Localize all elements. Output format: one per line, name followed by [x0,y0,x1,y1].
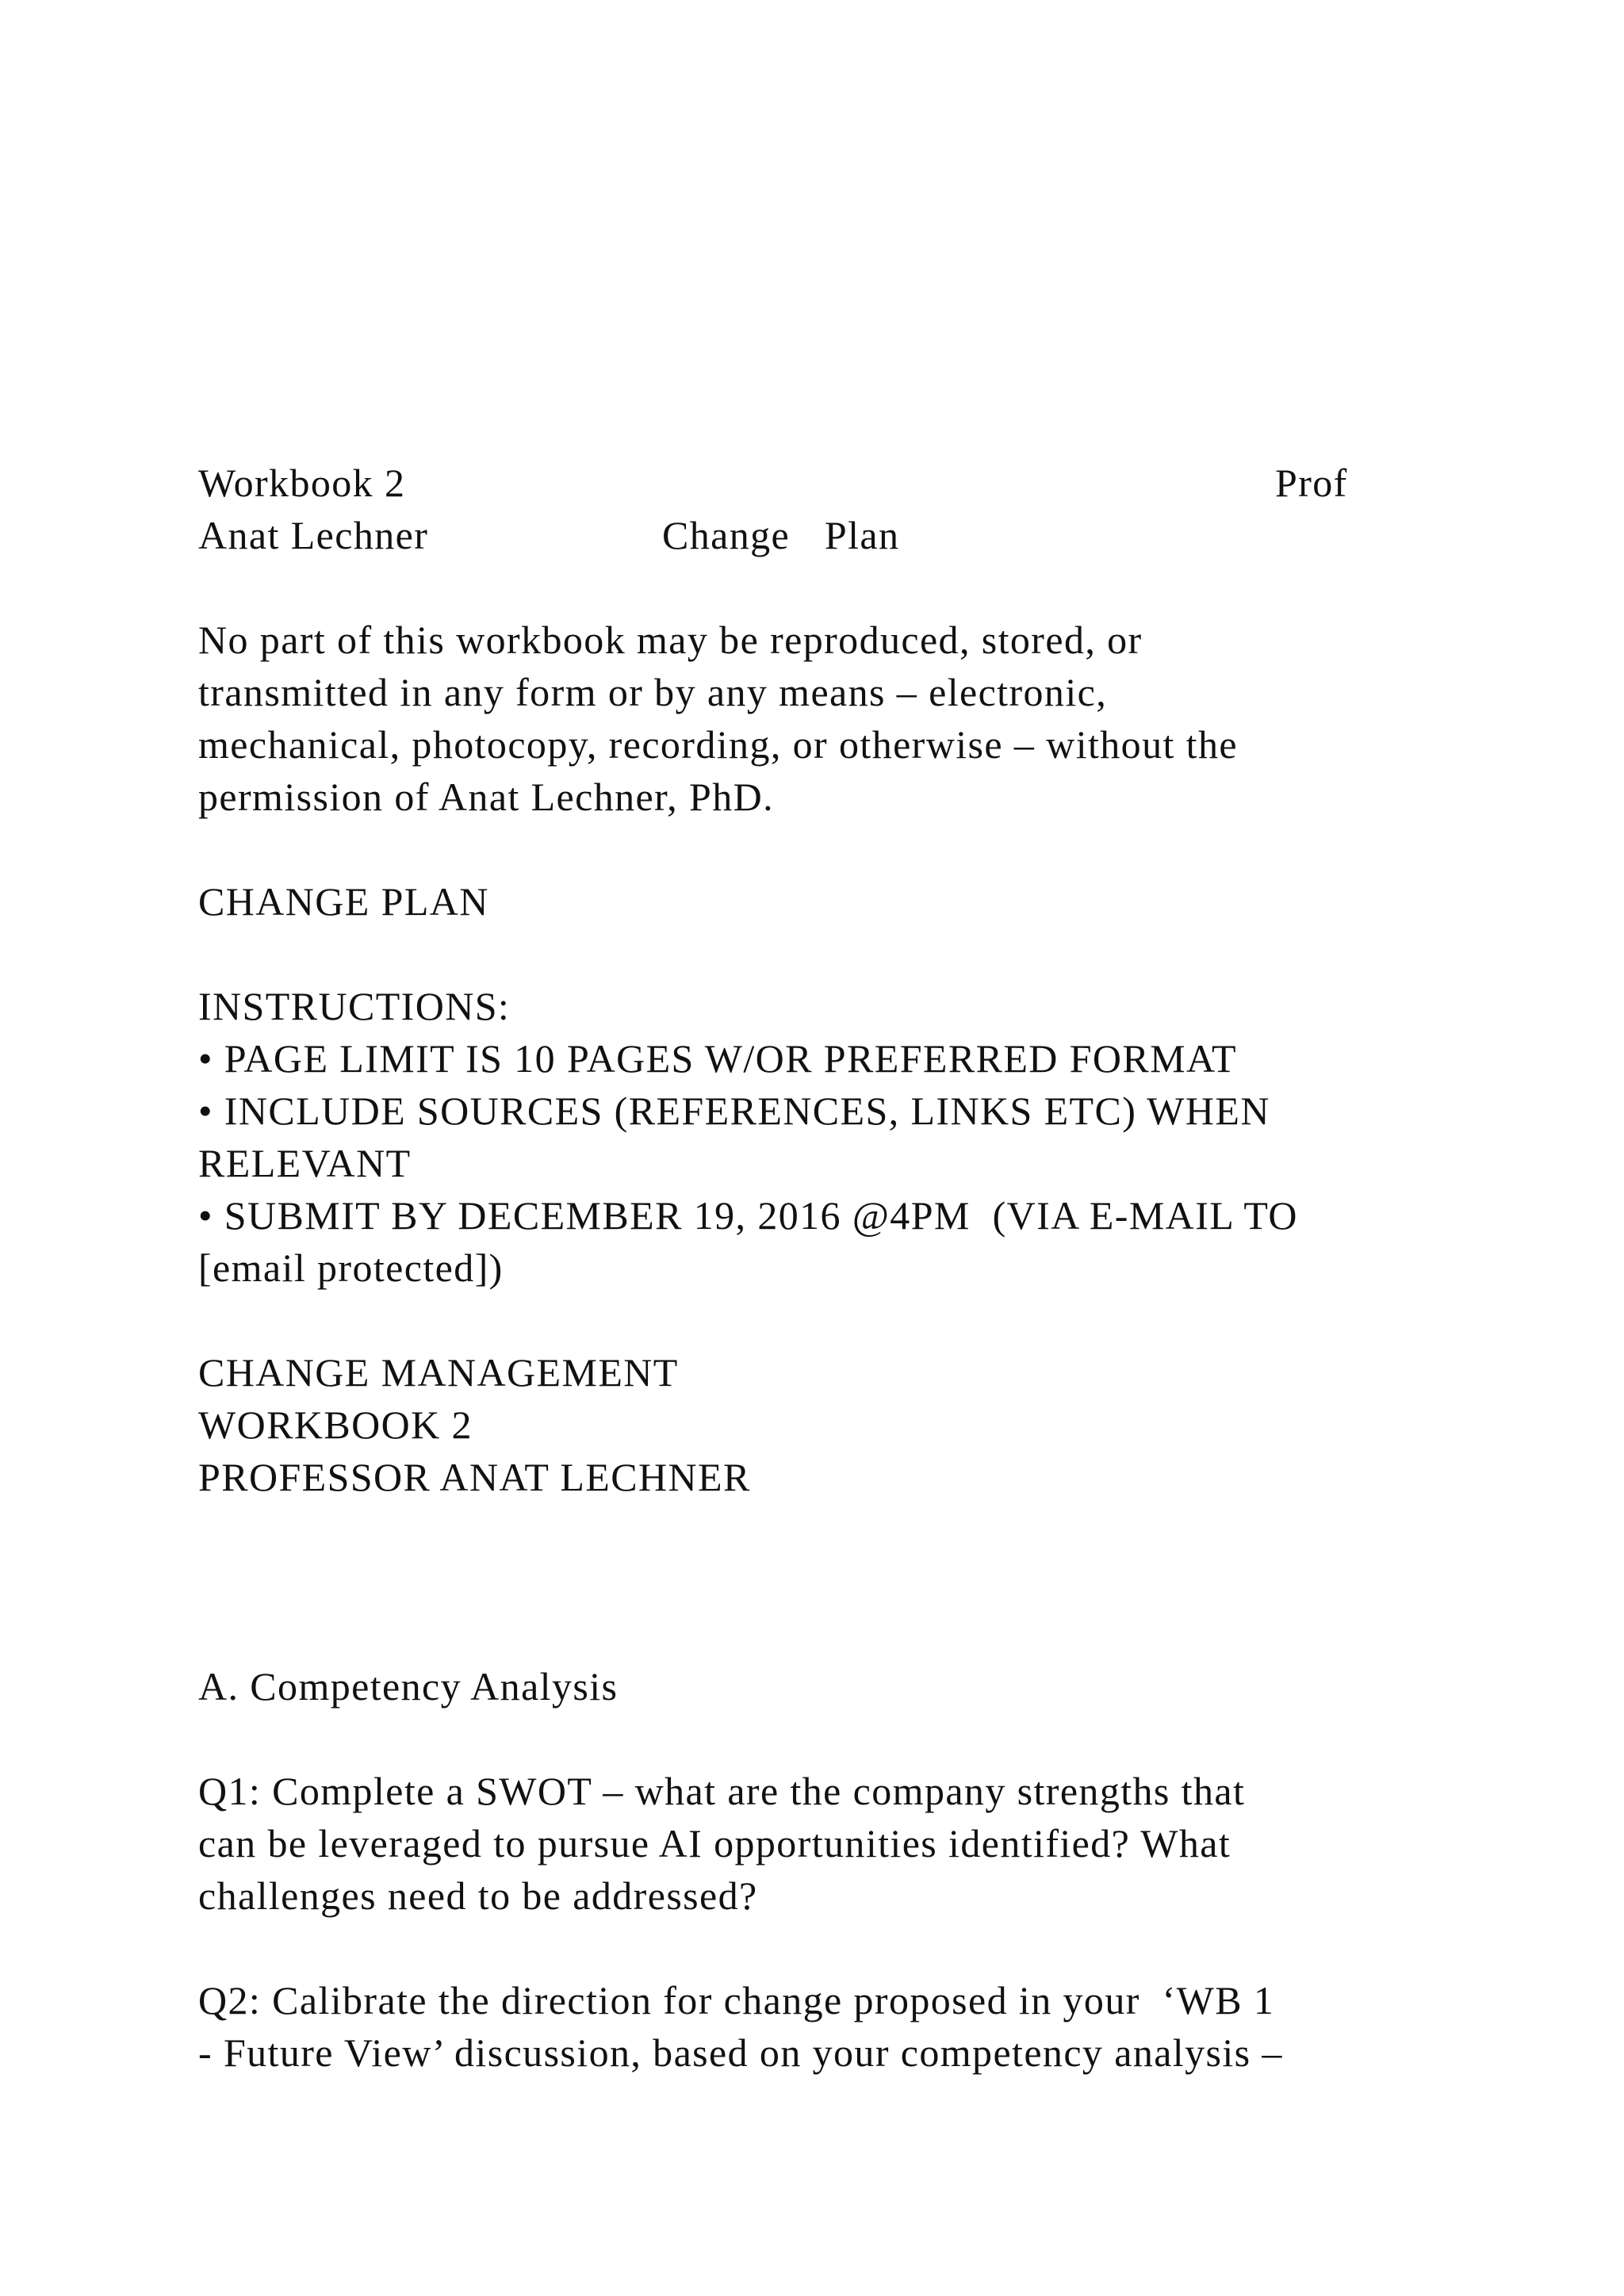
copyright-line: transmitted in any form or by any means – electronic, [198,670,1108,714]
document-body [198,457,1499,2079]
instructions-heading: INSTRUCTIONS: [198,984,511,1028]
instruction-line: [email protected]) [198,1246,504,1290]
spacer [198,1922,1499,1974]
spacer [198,1712,1499,1765]
copyright-line: mechanical, photocopy, recording, or otherwise – without the [198,722,1238,767]
question-line: Q2: Calibrate the direction for change proposed in your ‘WB 1 [198,1978,1275,2022]
instructions-block [198,980,1499,1294]
instruction-line: • INCLUDE SOURCES (REFERENCES, LINKS ETC) WHEN [198,1089,1270,1133]
prof-label: Prof [1275,461,1348,505]
instruction-line: RELEVANT [198,1141,412,1185]
author-name: Anat Lechner [198,513,429,557]
copyright-line: permission of Anat Lechner, PhD. [198,775,775,819]
instruction-line: • SUBMIT BY DECEMBER 19, 2016 @4PM (VIA E-MAIL TO [198,1193,1298,1238]
document-subtitle: Change Plan [662,513,900,557]
professor-name: PROFESSOR ANAT LECHNER [198,1455,751,1499]
instruction-line: • PAGE LIMIT IS 10 PAGES W/OR PREFERRED FORMAT [198,1036,1237,1081]
spacer [198,928,1499,980]
spacer [198,561,1499,614]
question-line: can be leveraged to pursue AI opportunities identified? What [198,1821,1231,1866]
course-title: CHANGE MANAGEMENT [198,1350,679,1395]
copyright-notice [198,614,1499,823]
author-row [198,509,1499,561]
question-2 [198,1974,1499,2079]
question-line: challenges need to be addressed? [198,1873,758,1918]
header-row [198,457,1499,509]
spacer [198,1294,1499,1346]
copyright-line: No part of this workbook may be reproduced, stored, or [198,618,1143,662]
question-1 [198,1765,1499,1922]
workbook-number: WORKBOOK 2 [198,1402,473,1447]
spacer [198,1503,1499,1660]
question-line: Q1: Complete a SWOT – what are the company strengths that [198,1769,1246,1813]
spacer [198,823,1499,875]
change-plan-heading: CHANGE PLAN [198,879,489,924]
section-a-heading: A. Competency Analysis [198,1664,619,1709]
workbook-label: Workbook 2 [198,461,406,505]
course-block [198,1346,1499,1503]
question-line: - Future View’ discussion, based on your competency analysis – [198,2030,1283,2075]
